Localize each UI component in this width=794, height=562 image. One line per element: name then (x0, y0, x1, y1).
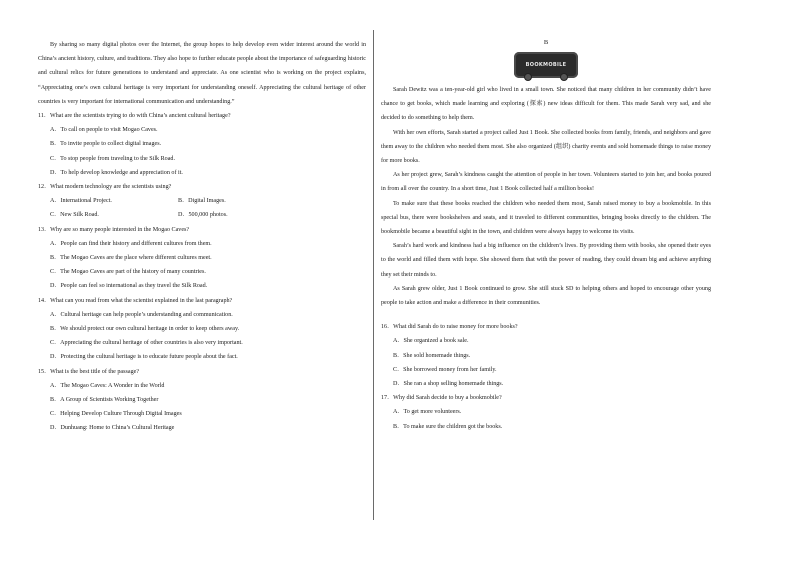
option: A．People can find their history and different cultures from them. (50, 240, 212, 247)
option: A．To call on people to visit Mogao Caves. (50, 127, 158, 134)
option: A．The Mogao Caves: A Wonder in the World (50, 382, 165, 389)
question-13: 13．Why are so many people interested in the Mogao Caves? (38, 226, 190, 233)
option: D．500,000 photos. (178, 212, 228, 219)
option: A．International Project. (50, 198, 112, 205)
option: A．She organized a book sale. (393, 338, 469, 345)
bookmobile-image (381, 49, 711, 81)
spacer (381, 310, 711, 320)
option: D．Protecting the cultural heritage is to educate future people about the fact. (50, 354, 238, 361)
intro-paragraph: By sharing so many digital photos over the Internet, the group hopes to help develop even wider interest around the world in China’s ancient history, culture, and traditions. They also hope to further educate people about the importance of safeguarding historic and cultural relics for future generations to understand and appreciate. As one scientist who is working on the project explains, “Appreciating one’s own cultural heritage is very important for understanding oneself. Appreciating the cultural heritage of other countries is very important for international communication and understanding.” (38, 42, 366, 105)
option: C．Helping Develop Culture Through Digital Images (50, 411, 182, 418)
option: A．To get more volunteers. (393, 409, 462, 416)
bookmobile-bus-icon (514, 52, 578, 78)
option-row (38, 208, 366, 222)
wheel-icon (560, 73, 568, 81)
section-label: B (543, 39, 549, 46)
option: D．Dunhuang: Home to China’s Cultural Heritage (50, 425, 175, 432)
bookmobile-sign: BOOKMOBILE (525, 61, 567, 68)
option: B．To make sure the children got the books. (393, 423, 503, 430)
option: D．She ran a shop selling homemade things. (393, 381, 504, 388)
column-divider (373, 30, 374, 520)
option: C．To stop people from traveling to the Silk Road. (50, 155, 175, 162)
passage-paragraph: As Sarah grew older, Just 1 Book continued to grow. She still stuck SD to helping others and hoped to encourage other young people to take action and make a difference in their communities. (381, 285, 711, 307)
option: B．To invite people to collect digital images. (50, 141, 162, 148)
option: A．Cultural heritage can help people’s understanding and communication. (50, 311, 233, 318)
passage-paragraph: To make sure that these books reached the children who needed them most, Sarah raised money to buy a bookmobile. In this special bus, there were bookshelves and seats, and it traveled to different communities, bringing books directly to the children. The bookmobile became a beautiful sight in the town, and children were always happy to welcome its visits. (381, 200, 711, 236)
option-row (38, 194, 366, 208)
option: D．People can feel so international as they travel the Silk Road. (50, 283, 208, 290)
passage-paragraph: Sarah’s hard work and kindness had a big influence on the children’s lives. By providing them with books, she opened their eyes to the world and filled them with hope. She showed them that with the power of reading, they could dream big and achieve anything they set their minds to. (381, 243, 711, 278)
option: C．New Silk Road. (50, 212, 99, 219)
option: C．She borrowed money from her family. (393, 366, 497, 373)
question-14: 14．What can you read from what the scientist explained in the last paragraph? (38, 297, 233, 304)
option: B．A Group of Scientists Working Together (50, 397, 159, 404)
option: D．To help develop knowledge and appreciation of it. (50, 169, 183, 176)
passage-paragraph: Sarah Dewitz was a ten-year-old girl who lived in a small town. She noticed that many children in her community didn’t have chance to get books, which made learning and exploring (探索) new ideas difficult for them. This made Sarah very sad, and she decided to do something to help them. (381, 87, 711, 122)
option: B．We should protect our own cultural heritage in order to keep others away. (50, 326, 240, 333)
option: B．Digital Images. (178, 198, 226, 205)
question-16: 16．What did Sarah do to raise money for more books? (381, 324, 518, 331)
left-column (38, 38, 366, 436)
question-17: 17．Why did Sarah decide to buy a bookmobile? (381, 395, 502, 402)
passage-paragraph: As her project grew, Sarah’s kindness caught the attention of people in her town. Volunteers started to join her, and books poured in from all over the country. In a short time, Just 1 Book collected half a million books! (381, 172, 711, 193)
option: B．She sold homemade things. (393, 352, 471, 359)
wheel-icon (524, 73, 532, 81)
question-15: 15．What is the best title of the passage? (38, 368, 140, 375)
option: C．The Mogao Caves are part of the history of many countries. (50, 269, 206, 276)
option: B．The Mogao Caves are the place where different cultures meet. (50, 255, 212, 262)
option: C．Appreciating the cultural heritage of other countries is also very important. (50, 340, 243, 347)
question-11: 11．What are the scientists trying to do with China’s ancient cultural heritage? (38, 113, 231, 120)
passage-paragraph: With her own efforts, Sarah started a project called Just 1 Book. She collected books from family, friends, and neighbors and gave them away to the children who needed them most. She also organized (组织) charity events and sold homemade things to raise money for more books. (381, 129, 711, 165)
right-column (381, 38, 711, 434)
question-12: 12．What modern technology are the scientists using? (38, 184, 172, 191)
